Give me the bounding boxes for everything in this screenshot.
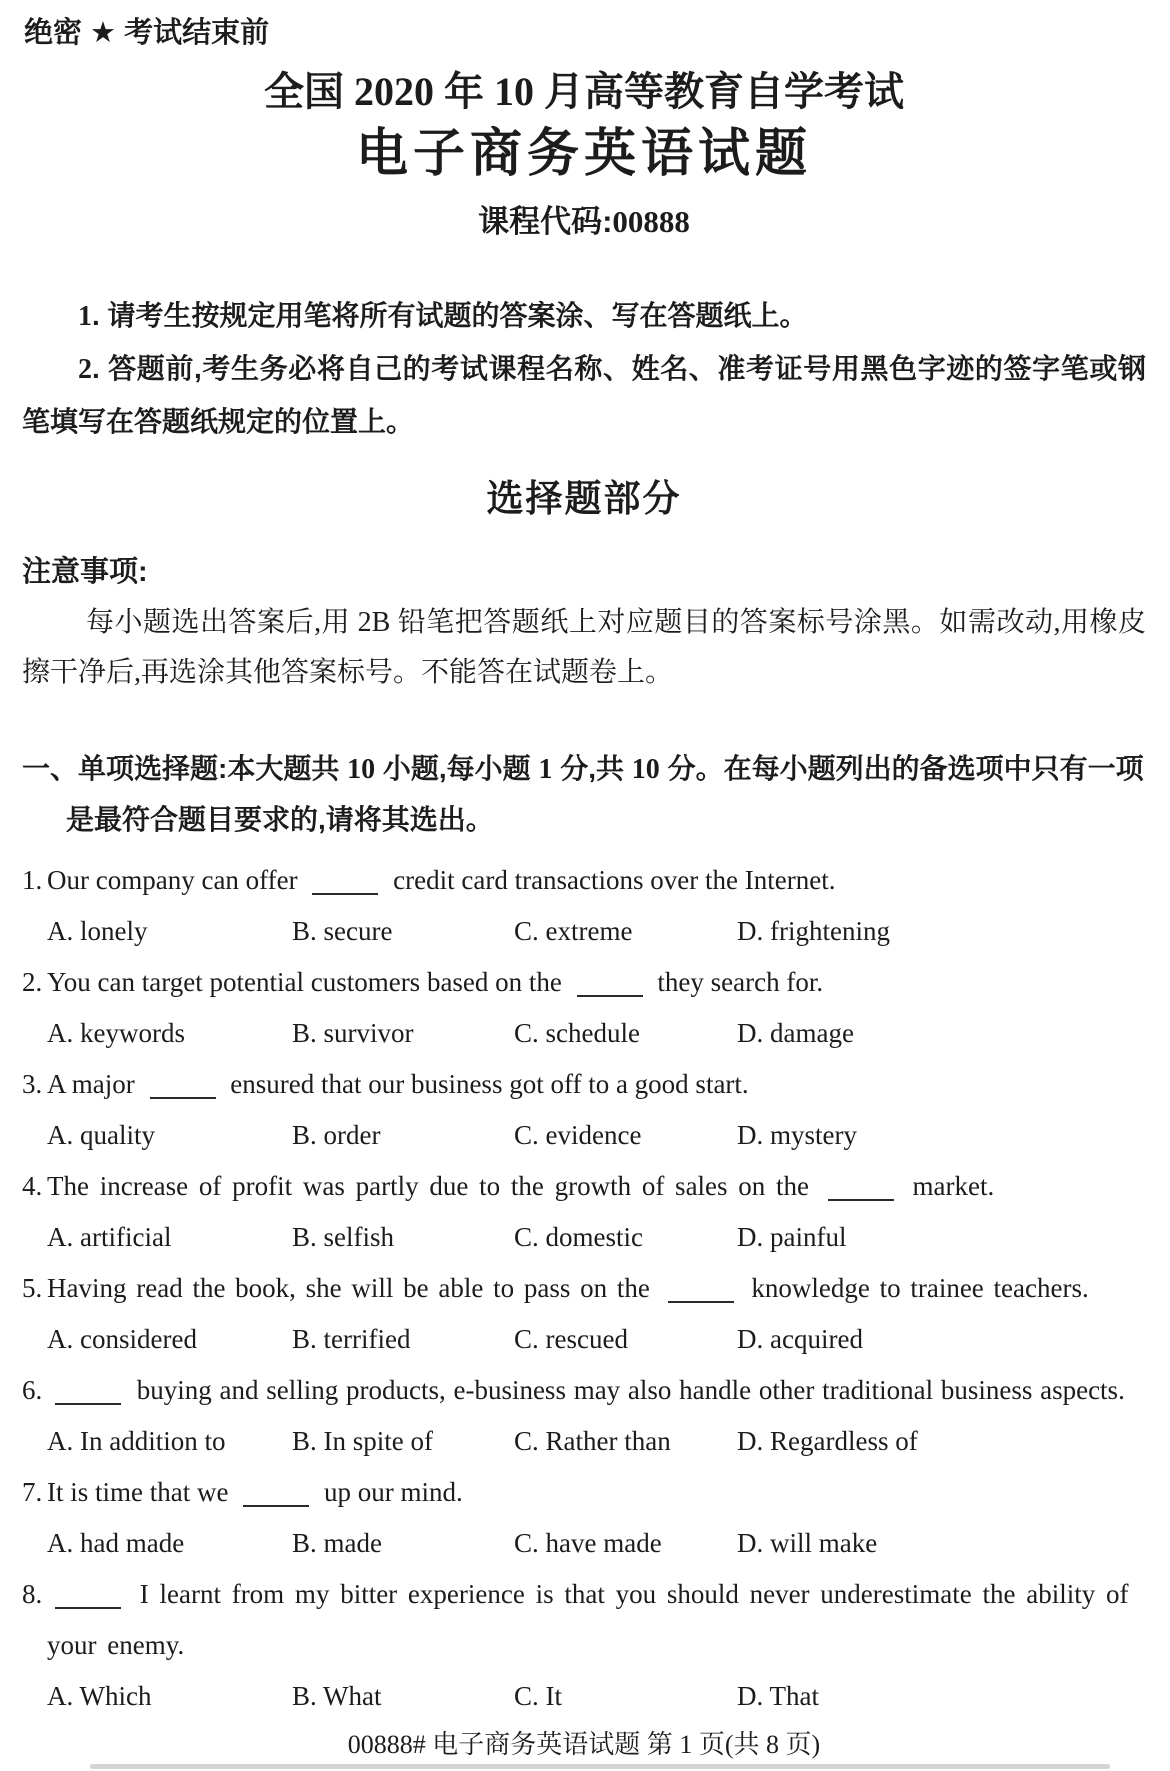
option-label: C. Rather than bbox=[514, 1426, 671, 1456]
question-text: 6. buying and selling products, e-business may also handle other traditional business aspects. bbox=[22, 1365, 1146, 1416]
option-label: D. That bbox=[737, 1681, 819, 1711]
question-text: your enemy. bbox=[47, 1630, 185, 1660]
option-label: D. acquired bbox=[737, 1324, 863, 1354]
question-item bbox=[22, 957, 1146, 1059]
scan-edge-artifact bbox=[90, 1764, 1110, 1769]
blank-line bbox=[243, 1487, 309, 1507]
option-label: B. selfish bbox=[292, 1222, 395, 1252]
classification-label: 绝密 ★ 考试结束前 bbox=[24, 17, 270, 49]
options-row bbox=[47, 906, 1146, 957]
option-label: C. evidence bbox=[514, 1120, 642, 1150]
option-label: B. order bbox=[292, 1120, 381, 1150]
blank-line bbox=[312, 875, 378, 895]
part-one-header: 一、单项选择题:本大题共 10 小题,每小题 1 分,共 10 分。在每小题列出的备选项中只有一项是最符合题目要求的,请将其选出。 bbox=[22, 753, 1144, 835]
course-code: 课程代码:00888 bbox=[478, 204, 690, 239]
option-label: D. Regardless of bbox=[737, 1426, 918, 1456]
option-label: B. terrified bbox=[292, 1324, 411, 1354]
option-label: B. In spite of bbox=[292, 1426, 433, 1456]
question-number: 1. bbox=[22, 865, 43, 895]
question-number: 5. bbox=[22, 1273, 43, 1303]
option-label: B. secure bbox=[292, 916, 393, 946]
option-label: A. considered bbox=[47, 1324, 197, 1354]
option-label: A. lonely bbox=[47, 916, 148, 946]
option-label: A. artificial bbox=[47, 1222, 172, 1252]
options-row bbox=[47, 1212, 1146, 1263]
blank-line bbox=[150, 1079, 216, 1099]
page-footer: 00888# 电子商务英语试题 第 1 页(共 8 页) bbox=[347, 1730, 821, 1759]
question-item bbox=[22, 1365, 1146, 1467]
question-item bbox=[22, 1263, 1146, 1365]
notice-heading: 注意事项: bbox=[22, 556, 148, 588]
options-row bbox=[47, 1518, 1146, 1569]
options-row bbox=[47, 1671, 1146, 1722]
option-label: A. had made bbox=[47, 1528, 185, 1558]
question-number: 4. bbox=[22, 1171, 43, 1201]
question-number: 7. bbox=[22, 1477, 43, 1507]
question-item bbox=[22, 1161, 1146, 1263]
options-row bbox=[47, 1416, 1146, 1467]
question-text: 5. Having read the book, she will be able to pass on the knowledge to trainee teachers. bbox=[22, 1263, 1146, 1314]
notice-body: 每小题选出答案后,用 2B 铅笔把答题纸上对应题目的答案标号涂黑。如需改动,用橡皮擦干净后,再选涂其他答案标号。不能答在试题卷上。 bbox=[22, 607, 1146, 688]
option-label: B. survivor bbox=[292, 1018, 414, 1048]
option-label: C. domestic bbox=[514, 1222, 643, 1252]
blank-line bbox=[828, 1181, 894, 1201]
option-label: A. In addition to bbox=[47, 1426, 226, 1456]
exam-session-title: 全国 2020 年 10 月高等教育自学考试 bbox=[264, 69, 904, 114]
option-label: A. keywords bbox=[47, 1018, 185, 1048]
options-row bbox=[47, 1008, 1146, 1059]
question-text: 4. The increase of profit was partly due to the growth of sales on the market. bbox=[22, 1161, 1146, 1212]
question-item bbox=[22, 1467, 1146, 1569]
section-title: 选择题部分 bbox=[486, 478, 682, 519]
option-label: B. What bbox=[292, 1681, 382, 1711]
instruction-item-2: 2. 答题前,考生务必将自己的考试课程名称、姓名、准考证号用黑色字迹的签字笔或钢笔填写在答题纸规定的位置上。 bbox=[22, 353, 1146, 437]
option-label: D. frightening bbox=[737, 916, 890, 946]
question-number: 8. bbox=[22, 1579, 43, 1609]
options-row bbox=[47, 1110, 1146, 1161]
exam-subject-title: 电子商务英语试题 bbox=[355, 125, 812, 183]
question-text: 7. It is time that we up our mind. bbox=[22, 1467, 1146, 1518]
instruction-item-1: 1. 请考生按规定用笔将所有试题的答案涂、写在答题纸上。 bbox=[78, 300, 808, 332]
option-label: D. mystery bbox=[737, 1120, 857, 1150]
blank-line bbox=[668, 1283, 734, 1303]
general-instructions bbox=[22, 290, 1146, 448]
option-label: C. rescued bbox=[514, 1324, 628, 1354]
question-text: 3. A major ensured that our business got off to a good start. bbox=[22, 1059, 1146, 1110]
question-number: 6. bbox=[22, 1375, 43, 1405]
question-item bbox=[22, 855, 1146, 957]
option-label: C. extreme bbox=[514, 916, 633, 946]
option-label: A. quality bbox=[47, 1120, 155, 1150]
option-label: D. damage bbox=[737, 1018, 854, 1048]
option-label: D. painful bbox=[737, 1222, 847, 1252]
question-text: 8. I learnt from my bitter experience is that you should never underestimate the ability of bbox=[22, 1569, 1146, 1620]
question-item bbox=[22, 1569, 1146, 1722]
question-text: 1. Our company can offer credit card transactions over the Internet. bbox=[22, 855, 1146, 906]
blank-line bbox=[55, 1589, 121, 1609]
question-item bbox=[22, 1059, 1146, 1161]
option-label: C. have made bbox=[514, 1528, 662, 1558]
option-label: A. Which bbox=[47, 1681, 152, 1711]
option-label: D. will make bbox=[737, 1528, 878, 1558]
option-label: C. schedule bbox=[514, 1018, 640, 1048]
blank-line bbox=[55, 1385, 121, 1405]
option-label: B. made bbox=[292, 1528, 382, 1558]
question-number: 3. bbox=[22, 1069, 43, 1099]
blank-line bbox=[577, 977, 643, 997]
options-row bbox=[47, 1314, 1146, 1365]
question-list bbox=[22, 855, 1146, 1722]
question-number: 2. bbox=[22, 967, 43, 997]
option-label: C. It bbox=[514, 1681, 563, 1711]
question-text: 2. You can target potential customers based on the they search for. bbox=[22, 957, 1146, 1008]
